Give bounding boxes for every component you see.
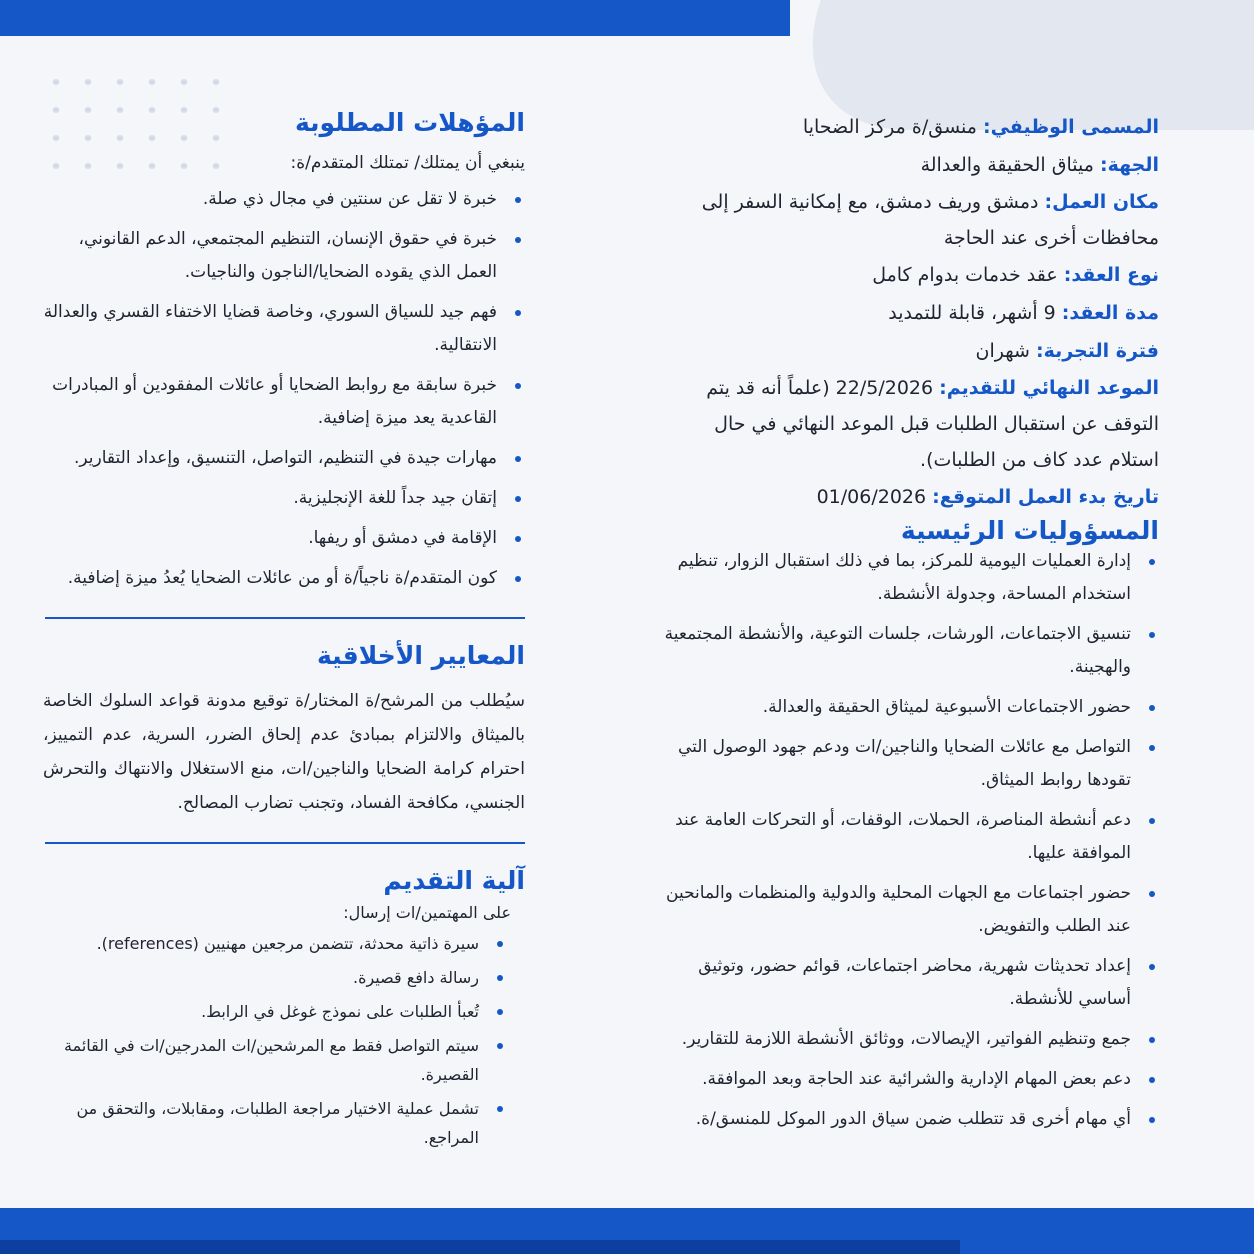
qualifications-list (35, 183, 525, 595)
list-item: التواصل مع عائلات الضحايا والناجين/ات ودعم جهود الوصول التي تقودها روابط الميثاق. (659, 731, 1159, 797)
list-item: الإقامة في دمشق أو ريفها. (35, 522, 525, 555)
list-item: رسالة دافع قصيرة. (35, 963, 509, 992)
list-item: تشمل عملية الاختيار مراجعة الطلبات، ومقابلات، والتحقق من المراجع. (35, 1094, 509, 1152)
detail-deadline: الموعد النهائي للتقديم: 22/5/2026 (علماً أنه قد يتم التوقف عن استقبال الطلبات قبل الموعد النهائي في حال استلام عدد كاف من الطلبات). (706, 377, 1159, 471)
top-banner-bar (0, 0, 790, 36)
list-item: إعداد تحديثات شهرية، محاضر اجتماعات، قوائم حضور، وتوثيق أساسي للأنشطة. (659, 950, 1159, 1016)
job-details (659, 108, 1159, 516)
right-column (659, 108, 1159, 1143)
detail-organization: الجهة: ميثاق الحقيقة والعدالة (920, 154, 1159, 176)
list-item: خبرة سابقة مع روابط الضحايا أو عائلات المفقودين أو المبادرات القاعدية يعد ميزة إضافية. (35, 369, 525, 435)
section-divider (45, 842, 525, 844)
list-item: تُعبأ الطلبات على نموذج غوغل في الرابط. (35, 997, 509, 1026)
list-item: إدارة العمليات اليومية للمركز، بما في ذلك استقبال الزوار، تنظيم استخدام المساحة، وجدولة الأنشطة. (659, 545, 1159, 611)
detail-location: مكان العمل: دمشق وريف دمشق، مع إمكانية السفر إلى محافظات أخرى عند الحاجة (701, 191, 1159, 249)
detail-contract-duration: مدة العقد: 9 أشهر، قابلة للتمديد (888, 302, 1159, 324)
qualifications-intro: ينبغي أن يمتلك/ تمتلك المتقدم/ة: (290, 153, 525, 173)
list-item: سيتم التواصل فقط مع المرشحين/ات المدرجين/ات في القائمة القصيرة. (35, 1031, 509, 1089)
detail-probation: فترة التجربة: شهران (975, 340, 1159, 362)
ethics-title: المعايير الأخلاقية (317, 641, 525, 670)
detail-contract-type: نوع العقد: عقد خدمات بدوام كامل (872, 264, 1159, 286)
list-item: تنسيق الاجتماعات، الورشات، جلسات التوعية، والأنشطة المجتمعية والهجينة. (659, 618, 1159, 684)
list-item: إتقان جيد جداً للغة الإنجليزية. (35, 482, 525, 515)
ethics-text: سيُطلب من المرشح/ة المختار/ة توقيع مدونة قواعد السلوك الخاصة بالميثاق والالتزام بمبادئ عدم إلحاق الضرر، السرية، عدم التمييز، احترام كرامة الضحايا والناجين/ات، منع الاستغلال والانتهاك والتحرش الجنسي، مكافحة الفساد، وتجنب تضارب المصالح. (43, 691, 525, 813)
application-title: آلية التقديم (383, 866, 525, 895)
list-item: خبرة في حقوق الإنسان، التنظيم المجتمعي، الدعم القانوني، العمل الذي يقوده الضحايا/الناجون والناجيات. (35, 223, 525, 289)
responsibilities-title: المسؤوليات الرئيسية (900, 516, 1159, 545)
left-column (35, 108, 525, 1157)
list-item: سيرة ذاتية محدثة، تتضمن مرجعين مهنيين (references). (35, 929, 509, 958)
application-list (35, 929, 509, 1152)
detail-start-date: تاريخ بدء العمل المتوقع: 01/06/2026 (816, 486, 1159, 508)
list-item: حضور الاجتماعات الأسبوعية لميثاق الحقيقة والعدالة. (659, 691, 1159, 724)
list-item: خبرة لا تقل عن سنتين في مجال ذي صلة. (35, 183, 525, 216)
application-intro: على المهتمين/ات إرسال: (343, 903, 511, 922)
list-item: حضور اجتماعات مع الجهات المحلية والدولية والمنظمات والمانحين عند الطلب والتفويض. (659, 877, 1159, 943)
list-item: جمع وتنظيم الفواتير، الإيصالات، ووثائق الأنشطة اللازمة للتقارير. (659, 1023, 1159, 1056)
list-item: مهارات جيدة في التنظيم، التواصل، التنسيق، وإعداد التقارير. (35, 442, 525, 475)
bottom-stripe (0, 1240, 960, 1254)
responsibilities-list (659, 545, 1159, 1136)
list-item: كون المتقدم/ة ناجياً/ة أو من عائلات الضحايا يُعدُ ميزة إضافية. (35, 562, 525, 595)
qualifications-title: المؤهلات المطلوبة (294, 108, 525, 137)
detail-job-title: المسمى الوظيفي: منسق/ة مركز الضحايا (802, 116, 1159, 138)
list-item: فهم جيد للسياق السوري، وخاصة قضايا الاختفاء القسري والعدالة الانتقالية. (35, 296, 525, 362)
list-item: دعم بعض المهام الإدارية والشرائية عند الحاجة وبعد الموافقة. (659, 1063, 1159, 1096)
list-item: أي مهام أخرى قد تتطلب ضمن سياق الدور الموكل للمنسق/ة. (659, 1103, 1159, 1136)
list-item: دعم أنشطة المناصرة، الحملات، الوقفات، أو التحركات العامة عند الموافقة عليها. (659, 804, 1159, 870)
section-divider (45, 617, 525, 619)
